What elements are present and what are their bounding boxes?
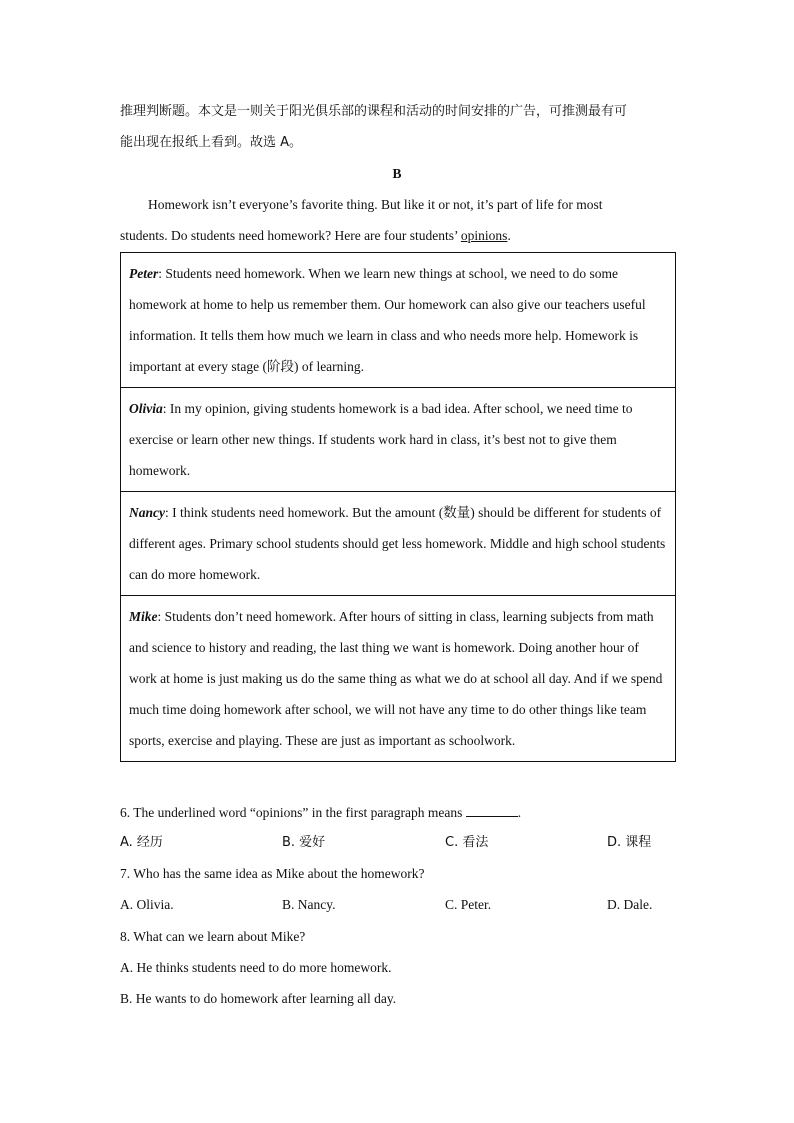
passage-line-2 (120, 228, 511, 244)
question-6-option-d[interactable]: D. 课程 (607, 835, 652, 850)
passage-line-2-end: . (507, 228, 511, 243)
explanation-line-2: 能出现在报纸上看到。故选 A。 (120, 135, 303, 150)
question-8-option-a[interactable]: A. He thinks students need to do more homework. (120, 960, 392, 975)
opinion-text: : In my opinion, giving students homework is a bad idea. After school, we need time to exercise or learn other new things. If students work hard in class, it’s best not to give them homework. (129, 401, 633, 478)
question-7-option-b[interactable]: B. Nancy. (282, 897, 336, 912)
opinions-table (120, 252, 676, 762)
passage-line-2-text: students. Do students need homework? Here are four students’ (120, 228, 461, 243)
question-7-option-a[interactable]: A. Olivia. (120, 897, 174, 912)
passage-line-1: Homework isn’t everyone’s favorite thing. But like it or not, it’s part of life for most (148, 197, 603, 212)
opinion-text: : I think students need homework. But the amount (数量) should be different for students of different ages. Primary school students should get less homework. Middle and high school students can do more homework. (129, 505, 666, 582)
opinion-cell-peter (121, 253, 676, 388)
answer-blank (466, 804, 518, 817)
question-8-stem: 8. What can we learn about Mike? (120, 929, 306, 944)
student-name: Nancy (129, 505, 165, 520)
opinion-text: : Students don’t need homework. After hours of sitting in class, learning subjects from math and science to history and reading, the last thing we want is homework. Doing another hour of work at home is just making us do the same thing as what we do at school all day. And if we spend much time doing homework after school, we will not have any time to do other things like team sports, exercise and playing. These are just as important as schoolwork. (129, 609, 663, 748)
underlined-word-opinions: opinions (460, 228, 508, 243)
table-row (121, 253, 676, 388)
explanation-line-1: 推理判断题。本文是一则关于阳光俱乐部的课程和活动的时间安排的广告，可推测最有可 (120, 104, 628, 119)
opinion-cell-nancy (121, 492, 676, 596)
student-name: Peter (129, 266, 159, 281)
question-6-option-c[interactable]: C. 看法 (445, 835, 489, 850)
table-row (121, 596, 676, 762)
question-6-option-a[interactable]: A. 经历 (120, 835, 163, 850)
question-8-option-b[interactable]: B. He wants to do homework after learning all day. (120, 991, 397, 1006)
question-7-stem: 7. Who has the same idea as Mike about the homework? (120, 866, 425, 881)
question-6-stem (120, 804, 521, 821)
opinion-text: : Students need homework. When we learn new things at school, we need to do some homework at home to help us remember them. Our homework can also give our teachers useful information. It tells them how much we learn in class and who needs more help. Homework is important at every stage (阶段) of learning. (129, 266, 646, 374)
opinion-cell-olivia (121, 388, 676, 492)
question-6-option-b[interactable]: B. 爱好 (282, 835, 326, 850)
student-name: Olivia (129, 401, 163, 416)
table-row (121, 492, 676, 596)
section-title: B (392, 166, 402, 181)
question-7-option-c[interactable]: C. Peter. (445, 897, 492, 912)
opinion-cell-mike (121, 596, 676, 762)
question-6-text: 6. The underlined word “opinions” in the first paragraph means (120, 805, 466, 820)
table-row (121, 388, 676, 492)
question-6-end: . (517, 805, 522, 820)
student-name: Mike (129, 609, 158, 624)
question-7-option-d[interactable]: D. Dale. (607, 897, 653, 912)
